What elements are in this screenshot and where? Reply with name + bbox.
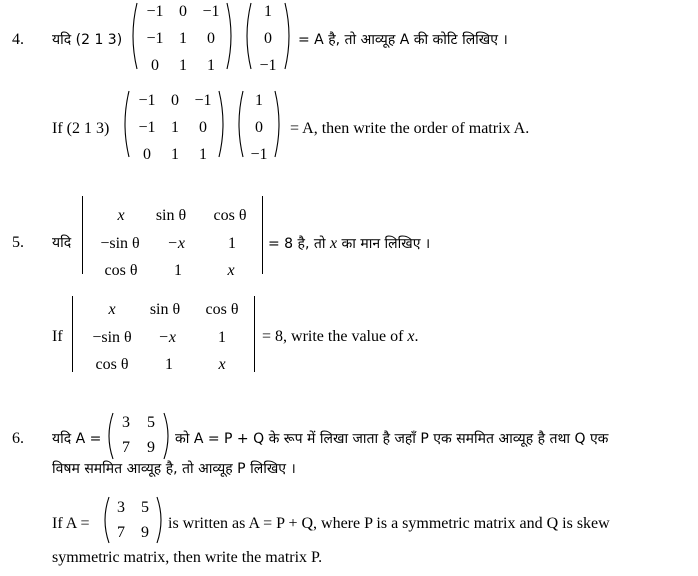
- english-line-2: symmetric matrix, then write the matrix P.: [52, 549, 323, 566]
- question-number: 4.: [12, 31, 24, 48]
- det-cell: −sin θ: [92, 329, 132, 346]
- matrix-cell: 0: [199, 119, 207, 136]
- matrix-cell: 3: [117, 499, 125, 516]
- right-paren: [156, 496, 166, 544]
- vector-cell: 1: [255, 92, 263, 109]
- determinant-right-bar: [262, 196, 263, 274]
- vector-cell: 0: [264, 30, 272, 47]
- matrix-cell: 1: [171, 146, 179, 163]
- right-paren: [163, 412, 173, 460]
- det-cell: x: [227, 262, 235, 279]
- matrix-cell: 3: [122, 414, 130, 431]
- matrix-cell: 0: [179, 3, 187, 20]
- matrix-cell: 0: [151, 57, 159, 74]
- matrix-cell: 1: [199, 146, 207, 163]
- english-prefix: If: [52, 328, 63, 345]
- english-line-1: is written as A = P + Q, where P is a symmetric matrix and Q is skew: [168, 515, 610, 532]
- matrix-cell: −1: [194, 92, 212, 109]
- det-cell: sin θ: [155, 207, 187, 224]
- det-cell: cos θ: [213, 207, 247, 224]
- english-prefix: If (2 1 3): [52, 120, 110, 137]
- question-number: 6.: [12, 430, 24, 447]
- vector-cell: 0: [255, 119, 263, 136]
- matrix-cell: 1: [171, 119, 179, 136]
- right-paren: [284, 2, 294, 70]
- left-paren: [242, 2, 252, 70]
- matrix-cell: 7: [117, 524, 125, 541]
- det-cell: cos θ: [205, 301, 239, 318]
- det-cell: x: [218, 356, 226, 373]
- determinant-left-bar: [82, 196, 83, 274]
- matrix-cell: −1: [146, 30, 164, 47]
- hindi-suffix: = 8 है, तो x का मान लिखिए ।: [268, 235, 431, 252]
- matrix-cell: −1: [138, 119, 156, 136]
- matrix-cell: 1: [179, 57, 187, 74]
- matrix-cell: 0: [207, 30, 215, 47]
- det-cell: cos θ: [104, 262, 138, 279]
- hindi-line-1: को A = P + Q के रूप में लिखा जाता है जहाँ P एक सममित आव्यूह है तथा Q एक: [175, 431, 609, 447]
- matrix-cell: −1: [146, 3, 164, 20]
- det-cell: −sin θ: [100, 235, 140, 252]
- hindi-line-2: विषम सममित आव्यूह है, तो आव्यूह P लिखिए ।: [52, 461, 296, 477]
- det-cell: x: [108, 301, 116, 318]
- det-cell: x: [117, 207, 125, 224]
- matrix-cell: 9: [141, 524, 149, 541]
- hindi-prefix: यदि A =: [52, 431, 102, 447]
- det-cell: 1: [228, 235, 236, 252]
- english-prefix: If A =: [52, 515, 90, 532]
- english-suffix: = A, then write the order of matrix A.: [290, 120, 530, 137]
- det-cell: 1: [165, 356, 173, 373]
- matrix-cell: 5: [147, 414, 155, 431]
- matrix-cell: 1: [179, 30, 187, 47]
- matrix-cell: 1: [207, 57, 215, 74]
- matrix-cell: −1: [138, 92, 156, 109]
- det-cell: −x: [167, 235, 185, 252]
- matrix-cell: 7: [122, 439, 130, 456]
- question-number: 5.: [12, 234, 24, 251]
- vector-cell: −1: [259, 57, 277, 74]
- left-paren: [100, 496, 110, 544]
- right-paren: [226, 2, 236, 70]
- det-cell: 1: [174, 262, 182, 279]
- left-paren: [128, 2, 138, 70]
- vector-cell: −1: [250, 146, 268, 163]
- right-paren: [274, 90, 284, 158]
- matrix-cell: 5: [141, 499, 149, 516]
- left-paren: [120, 90, 130, 158]
- hindi-prefix: यदि (2 1 3): [52, 32, 123, 48]
- det-cell: 1: [218, 329, 226, 346]
- hindi-prefix: यदि: [52, 235, 72, 251]
- determinant-left-bar: [72, 296, 73, 372]
- matrix-cell: 0: [143, 146, 151, 163]
- determinant-right-bar: [254, 296, 255, 372]
- hindi-suffix: = A है, तो आव्यूह A की कोटि लिखिए ।: [298, 32, 508, 48]
- det-cell: cos θ: [95, 356, 129, 373]
- right-paren: [218, 90, 228, 158]
- left-paren: [104, 412, 114, 460]
- det-cell: −x: [158, 329, 176, 346]
- left-paren: [234, 90, 244, 158]
- det-cell: sin θ: [149, 301, 181, 318]
- matrix-cell: −1: [202, 3, 220, 20]
- matrix-cell: 0: [171, 92, 179, 109]
- vector-cell: 1: [264, 3, 272, 20]
- matrix-cell: 9: [147, 439, 155, 456]
- english-suffix: = 8, write the value of x.: [262, 328, 419, 345]
